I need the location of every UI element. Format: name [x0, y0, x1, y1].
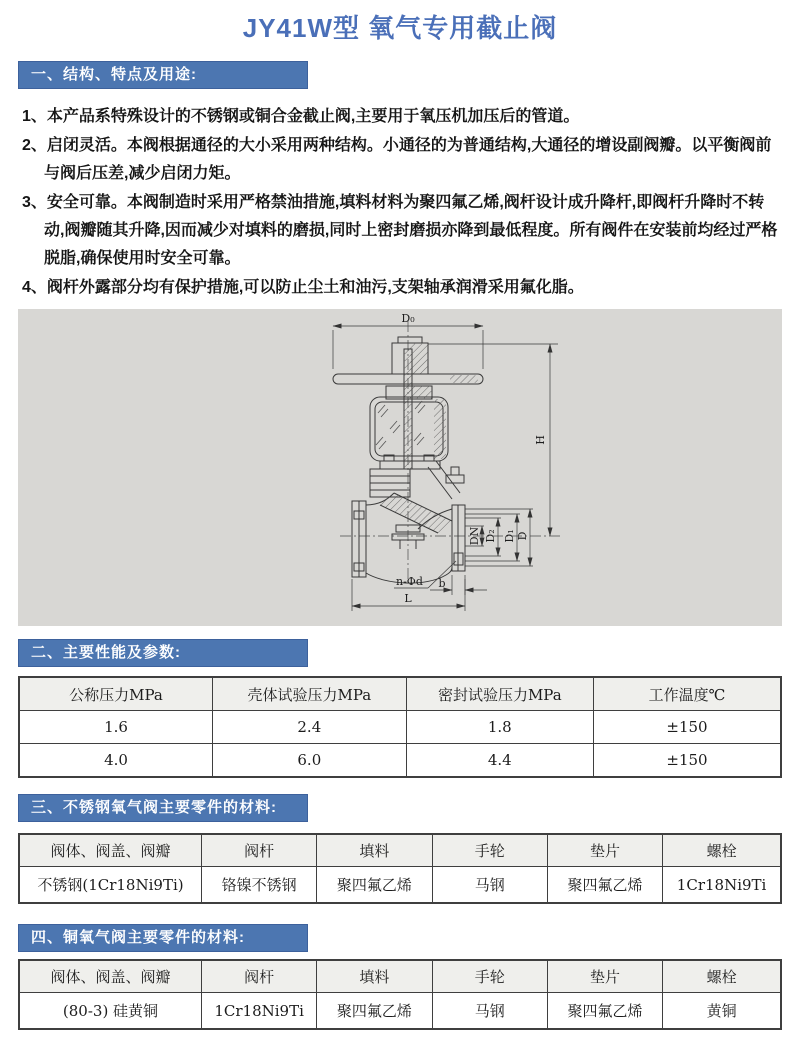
table-row: [19, 711, 781, 744]
dim-label-d: D: [516, 531, 529, 541]
table-cell: 不锈钢(1Cr18Ni9Ti): [19, 867, 201, 904]
table-cell: 1Cr18Ni9Ti: [201, 993, 316, 1030]
feature-item-3: 3、安全可靠。本阀制造时采用严格禁油措施,填料材料为聚四氟乙烯,阀杆设计成升降杆,即阀杆升降时不转动,阀瓣随其升降,因而减少对填料的磨损,同时上密封磨损亦降到最低程度。所有阀件在安装前均经过严格脱脂,确保使用时安全可靠。: [22, 194, 778, 267]
col-header: 阀杆: [201, 960, 316, 993]
dim-label-d0: D₀: [401, 312, 415, 325]
dim-label-d2: D₂: [484, 529, 497, 543]
col-header: 螺栓: [663, 834, 781, 867]
section-heading-copper-materials: 四、铜氧气阀主要零件的材料:: [18, 924, 308, 952]
table-cell: 铬镍不锈钢: [201, 867, 316, 904]
col-header: 工作温度℃: [594, 677, 781, 711]
table-cell: 聚四氟乙烯: [547, 993, 662, 1030]
col-header: 螺栓: [663, 960, 781, 993]
dim-label-b: b: [438, 577, 446, 590]
dim-label-l: L: [404, 592, 412, 605]
table-cell: 1Cr18Ni9Ti: [663, 867, 781, 904]
table-cell: 聚四氟乙烯: [317, 993, 432, 1030]
table-cell: 2.4: [213, 711, 407, 744]
materials-table-copper: [18, 959, 782, 1030]
dim-label-n-phi-d: n-Φd: [396, 575, 423, 588]
table-cell: 聚四氟乙烯: [317, 867, 432, 904]
table-cell: (80-3) 硅黄铜: [19, 993, 201, 1030]
col-header: 手轮: [432, 960, 547, 993]
table-row: [19, 867, 781, 904]
table-cell: 马钢: [432, 867, 547, 904]
table-header-row: [19, 677, 781, 711]
table-cell: 4.4: [406, 744, 593, 778]
table-row: [19, 744, 781, 778]
table-cell: ±150: [594, 744, 781, 778]
table-cell: 马钢: [432, 993, 547, 1030]
col-header: 阀杆: [201, 834, 316, 867]
table-row: [19, 993, 781, 1030]
performance-table: [18, 676, 782, 778]
valve-cross-section-diagram: [18, 309, 782, 626]
section-heading-performance: 二、主要性能及参数:: [18, 639, 308, 667]
table-cell: 4.0: [19, 744, 213, 778]
feature-item-1: 1、本产品系特殊设计的不锈钢或铜合金截止阀,主要用于氧压机加压后的管道。: [22, 108, 580, 125]
table-cell: ±150: [594, 711, 781, 744]
table-cell: 1.6: [19, 711, 213, 744]
section-heading-structure: 一、结构、特点及用途:: [18, 61, 308, 89]
feature-item-4: 4、阀杆外露部分均有保护措施,可以防止尘土和油污,支架轴承润滑采用氟化脂。: [22, 279, 584, 296]
col-header: 填料: [317, 960, 432, 993]
col-header: 公称压力MPa: [19, 677, 213, 711]
table-cell: 1.8: [406, 711, 593, 744]
col-header: 垫片: [547, 834, 662, 867]
glass-hatch-marks: [376, 401, 425, 449]
col-header: 填料: [317, 834, 432, 867]
feature-item-2: 2、启闭灵活。本阀根据通径的大小采用两种结构。小通径的为普通结构,大通径的增设副阀瓣。以平衡阀前与阀后压差,减少启闭力矩。: [22, 137, 772, 182]
col-header: 垫片: [547, 960, 662, 993]
table-header-row: [19, 834, 781, 867]
table-cell: 6.0: [213, 744, 407, 778]
valve-diagram-svg: [18, 309, 782, 626]
col-header: 阀体、阀盖、阀瓣: [19, 834, 201, 867]
section-heading-stainless-materials: 三、不锈钢氧气阀主要零件的材料:: [18, 794, 308, 822]
dim-label-dn: DN: [468, 526, 481, 546]
col-header: 手轮: [432, 834, 547, 867]
table-cell: 聚四氟乙烯: [547, 867, 662, 904]
col-header: 壳体试验压力MPa: [213, 677, 407, 711]
col-header: 阀体、阀盖、阀瓣: [19, 960, 201, 993]
table-header-row: [19, 960, 781, 993]
dim-label-d1: D₁: [503, 529, 516, 543]
col-header: 密封试验压力MPa: [406, 677, 593, 711]
dim-label-h: H: [534, 435, 547, 445]
table-cell: 黄铜: [663, 993, 781, 1030]
materials-table-stainless: [18, 833, 782, 904]
feature-list: [18, 103, 782, 302]
page-title: JY41W型 氧气专用截止阀: [242, 13, 558, 43]
